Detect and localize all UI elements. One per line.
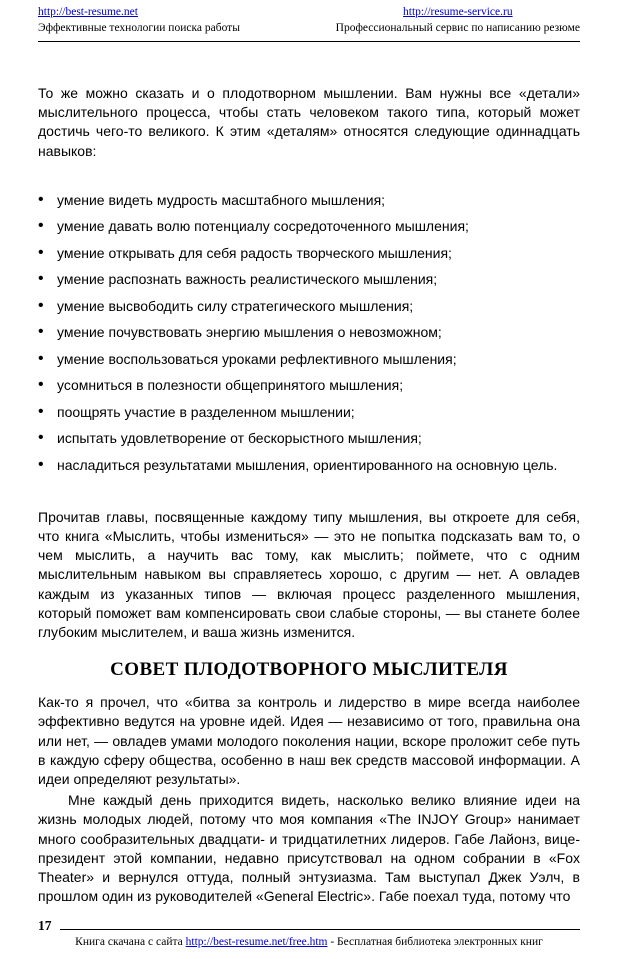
section-heading: СОВЕТ ПЛОДОТВОРНОГО МЫСЛИТЕЛЯ [110, 659, 508, 681]
list-item: • умение видеть мудрость масштабного мышления; [38, 191, 580, 210]
footer-credit-suffix: - Бесплатная библиотека электронных книг [327, 936, 543, 949]
header-right [336, 5, 580, 36]
list-item: • умение распознать важность реалистического мышления; [38, 270, 580, 289]
footer-rule-row [38, 919, 580, 933]
page-header [38, 5, 580, 36]
header-right-link[interactable]: http://resume-service.ru [403, 6, 513, 18]
header-left-tagline: Эффективные технологии поиска работы [38, 21, 240, 34]
footer-link[interactable]: http://best-resume.net/free.htm [185, 936, 328, 949]
list-item: • усомниться в полезности общепринятого мышления; [38, 376, 580, 395]
list-item: • поощрять участие в разделенном мышлении; [38, 403, 580, 422]
document-body [38, 42, 580, 906]
list-item: • умение открывать для себя радость творческого мышления; [38, 244, 580, 263]
page-footer [38, 919, 580, 951]
page-number: 17 [38, 917, 52, 933]
paragraph-intro: То же можно сказать и о плодотворном мышлении. Вам нужны все «детали» мыслительного процесса, чтобы стать человеком такого типа, который может достичь чего-то великого. К этим «деталям» относятся следующие одиннадцать навыков: [38, 85, 580, 159]
paragraph-summary: Прочитав главы, посвященные каждому типу мышления, вы откроете для себя, что книга «Мыслить, чтобы измениться» — это не попытка подсказать вам то, о чем мыслить, а научить вас тому, как мыслить; поймете, что с одним мыслительным навыком вы справляетесь хорошо, с другим — нет. А овладев каждым из указанных типов — включая процесс разделенного мышления, который поможет вам компенсировать свои слабые стороны, — вы станете более глубоким мыслителем, и ваша жизнь изменится. [38, 508, 580, 641]
paragraph-quote: Как-то я прочел, что «битва за контроль и лидерство в мире всегда наиболее эффективно ведутся на уровне идей. Идея — независимо от того, правильна она или нет, — овладев умами молодого поколения нации, вскоре проложит себе путь в каждую сферу общества, особенно в наш век средств массовой информации. А идеи определяют результаты». [38, 694, 580, 788]
list-item: • насладиться результатами мышления, ориентированного на основную цель. [38, 456, 580, 475]
list-item: • умение воспользоваться уроками рефлективного мышления; [38, 350, 580, 369]
footer-credit [38, 935, 580, 951]
list-item: • испытать удовлетворение от бескорыстного мышления; [38, 429, 580, 448]
list-item: • умение давать волю потенциалу сосредоточенного мышления; [38, 217, 580, 236]
header-right-tagline: Профессиональный сервис по написанию резюме [335, 21, 580, 34]
skills-list [38, 191, 580, 475]
header-left [38, 5, 240, 36]
header-left-link[interactable]: http://best-resume.net [38, 6, 138, 18]
list-item: • умение почувствовать энергию мышления о невозможном; [38, 323, 580, 342]
paragraph-story: Мне каждый день приходится видеть, насколько велико влияние идеи на жизнь молодых людей, потому что моя компания «The INJOY Group» нанимает много сообразительных двадцати- и тридцатилетних лидеров. Габе Лайонз, вице-президент этой компании, недавно присутствовал на одном собрании в «Fox Theater» и вернулся оттуда, полный энтузиазма. Там выступал Джек Уэлч, в прошлом один из руководителей «General Electric». Габе поехал туда, потому что [38, 792, 580, 905]
list-item: • умение высвободить силу стратегического мышления; [38, 297, 580, 316]
footer-credit-prefix: Книга скачана с сайта [75, 936, 186, 949]
footer-divider [60, 929, 581, 930]
